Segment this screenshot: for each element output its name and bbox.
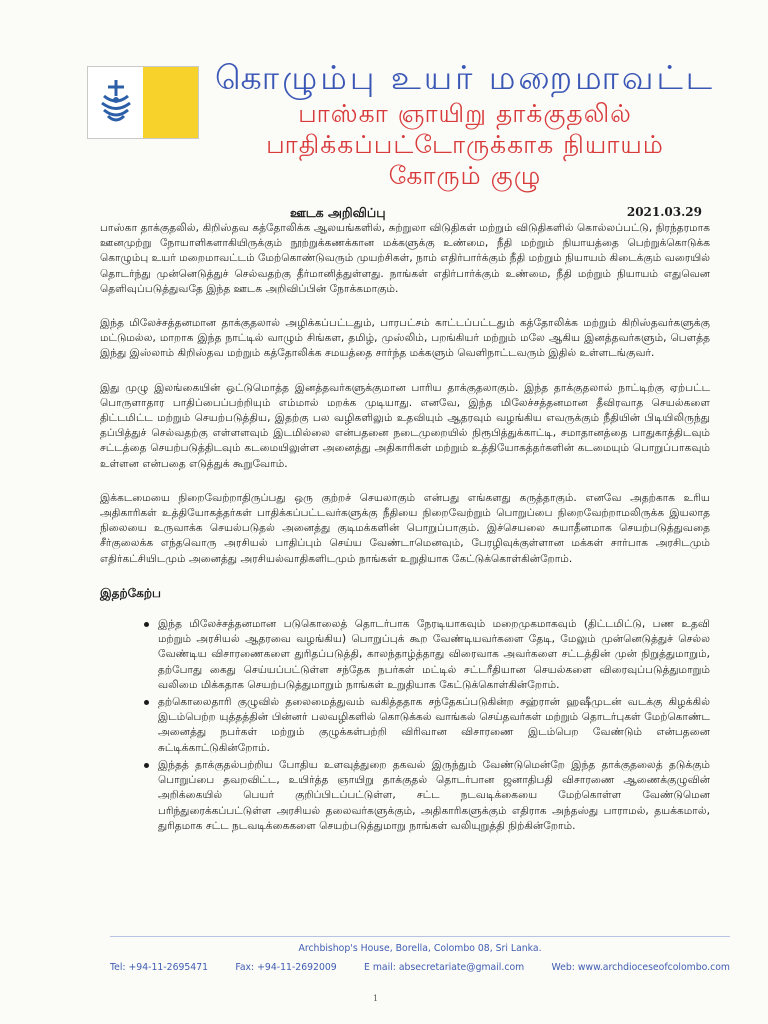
list-item bbox=[158, 695, 710, 756]
footer-email: E mail: absecretariate@gmail.com bbox=[364, 962, 525, 973]
archdiocese-emblem-icon bbox=[96, 78, 136, 128]
footer-website: Web: www.archdioceseofcolombo.com bbox=[551, 962, 730, 973]
footer-contacts bbox=[110, 962, 730, 973]
document-date: 2021.03.29 bbox=[626, 205, 702, 219]
document-title-block bbox=[200, 58, 730, 191]
footer-divider bbox=[110, 936, 730, 937]
list-item bbox=[158, 617, 710, 693]
page-number: 1 bbox=[373, 994, 379, 1003]
bullet-icon bbox=[144, 622, 149, 627]
list-item-text: தற்கொலைதாரி குழுவில் தலைமைத்துவம் வகித்ததாக சந்தேகப்படுகின்ற சஹ்ரான் ஹஷீமுடன் வடக்கு கிழக்கில் இடம்பெற்ற யுத்தத்தின் பின்னர் பலவழிகளில் கொடுக்கல் வாங்கல் செய்தவர்கள் மற்றும் தொடர்புகள் மேற்கொண்ட அனைத்து நபர்கள் மற்றும் குழுக்கள்பற்றி விரிவான விசாரணை இடம்பெற வேண்டும் என்பதனை சுட்டிக்காட்டுகின்றோம். bbox=[158, 696, 710, 754]
letterhead-footer bbox=[110, 936, 730, 973]
paragraph-4: இக்கடமையை நிறைவேற்றாதிருப்பது ஒரு குற்றச் செயலாகும் என்பது எங்களது கருத்தாகும். எனவே அதற்காக உரிய அதிகாரிகள் உத்தியோகத்தர்கள் பாதிக்கப்பட்டவர்களுக்கு நீதியை நிறைவேற்றும் பொறுப்பை நிறைவேற்றாமலிருக்க இயலாத நிலையை உருவாக்க செயல்படுதல் அனைத்து குடிமக்களின் பொறுப்பாகும். இச்செயலை சுயாதீனமாக செயற்படுத்துவதை சீர்குலைக்க எந்தவொரு அரசியல் பாதிப்பும் செய்ய வேண்டாமெனவும், பேரழிவுக்குள்ளான மக்கள் சார்பாக அரசிடமும் எதிர்கட்சியிடமும் அனைத்து அரசியல்வாதிகளிடமும் நாங்கள் உறுதியாக கேட்டுக்கொள்கின்றோம். bbox=[100, 491, 710, 565]
paragraph-3: இது முழு இலங்கையின் ஒட்டுமொத்த இனத்தவர்களுக்குமான பாரிய தாக்குதலாகும். இந்த தாக்குதலால் நாட்டிற்கு ஏற்பட்ட பொருளாதார பாதிப்பைப்பற்றியும் எம்மால் மறக்க முடியாது. எனவே, இந்த மிலேச்சத்தனமான தீவிரவாத செயல்களை திட்டமிட்ட மற்றும் செயற்படுத்திய, இதற்கு பல வழிகளிலும் உதவியும் ஆதரவும் வழங்கிய எவருக்கும் நீதியின் பிடியிலிருந்து தப்பித்துச் செல்வதற்கு எள்ளளவும் இடமில்லை என்பதனை நடைமுறையில் நிரூபித்துக்காட்டி, சமாதானத்தை பாதுகாத்திடவும் சட்டத்தை செயற்படுத்திடவும் கடமையிலுள்ள அனைத்து அதிகாரிகள் மற்றும் உத்தியோகத்தர்களின் கடமையும் பொறுப்பாகவும் உள்ளன என்பதை எடுத்துக் கூறுவோம். bbox=[100, 381, 710, 470]
section-subheading: இதற்கேற்ப bbox=[100, 585, 161, 600]
list-item bbox=[158, 758, 710, 834]
document-body bbox=[100, 221, 710, 836]
title-line-1: கொழும்பு உயர் மறைமாவட்ட bbox=[214, 58, 715, 97]
demands-list bbox=[100, 617, 710, 834]
bullet-icon bbox=[144, 700, 149, 705]
logo-emblem-panel bbox=[88, 67, 143, 138]
footer-fax: Fax: +94-11-2692009 bbox=[235, 962, 337, 973]
bullet-icon bbox=[144, 763, 149, 768]
title-line-3: பாதிக்கப்பட்டோருக்காக நியாயம் bbox=[266, 130, 664, 159]
footer-telephone: Tel: +94-11-2695471 bbox=[110, 962, 209, 973]
logo-yellow-panel bbox=[143, 67, 198, 138]
media-release-heading: ஊடக அறிவிப்பு bbox=[290, 205, 386, 220]
paragraph-2: இந்த மிலேச்சத்தனமான தாக்குதலால் அழிக்கப்பட்டதும், பாரபட்சம் காட்டப்பட்டதும் கத்தோலிக்க மற்றும் கிறிஸ்தவர்களுக்கு மட்டுமல்ல, மாறாக இந்த நாட்டில் வாழும் சிங்கள, தமிழ், முஸ்லிம், பறங்கியர் மற்றும் மலே ஆகிய இனத்தவர்களும், பௌத்த இந்து இஸ்லாம் கிறிஸ்தவ மற்றும் கத்தோலிக்க சமயத்தை சார்ந்த மக்களும் வெளிநாட்டவரும் இதில் உள்ளடங்குவர். bbox=[100, 317, 710, 360]
paragraph-1: பாஸ்கா தாக்குதலில், கிறிஸ்தவ கத்தோலிக்க ஆலயங்களில், சுற்றுலா விடுதிகள் மற்றும் விடுதிகளில் கொல்லப்பட்டு, நிரந்தரமாக ஊனமுற்று நோயாளிகளாகியிருக்கும் நூற்றுக்கணக்கான மக்களுக்கு உண்மை, நீதி மற்றும் நியாயத்தை பெற்றுக்கொடுக்க கொழும்பு உயர் மறைமாவட்டம் மேற்கொண்டுவரும் முயற்சிகள், நாம் எதிர்பார்க்கும் நீதி மற்றும் நியாயம் கிடைக்கும் வரையில் தொடர்ந்து முன்னெடுத்துச் செல்வதற்கு தீர்மானித்துள்ளது. நாங்கள் எதிர்பார்க்கும் உண்மை, நீதி மற்றும் நியாயம் எதுவென தெளிவுப்படுத்துவதே இந்த ஊடக அறிவிப்பின் நோக்கமாகும். bbox=[100, 222, 710, 295]
title-line-2: பாஸ்கா ஞாயிறு தாக்குதலில் bbox=[298, 99, 632, 128]
list-item-text: இந்த மிலேச்சத்தனமான படுகொலைத் தொடர்பாக நேரடியாகவும் மறைமுகமாகவும் (திட்டமிட்டு, பண உதவி மற்றும் அரசியல் ஆதரவை வழங்கிய) பொறுப்புக் கூற வேண்டியவர்களை தேடி, மேலும் முன்னெடுத்துச் செல்ல வேண்டிய விசாரணைகளை துரிதப்படுத்தி, காலந்தாழ்த்தாது விரைவாக அவர்களை சட்டத்தின் முன் நிறுத்துமாறும், தற்போது கைது செய்யப்பட்டுள்ள சந்தேக நபர்கள் மட்டில் சட்டரீதியான செயல்களை விரைவுப்படுத்துமாறும் வலிமை மிக்கதாக செயற்படுத்துமாறும் நாங்கள் உறுதியாக கேட்டுக்கொள்கின்றோம். bbox=[158, 618, 710, 691]
list-item-text: இந்தத் தாக்குதல்பற்றிய போதிய உளவுத்துறை தகவல் இருந்தும் வேண்டுமென்றே இந்த தாக்குதலைத் தடுக்கும் பொறுப்பை தவறவிட்ட, உயிர்த்த ஞாயிறு தாக்குதல் தொடர்பான ஜனாதிபதி விசாரணை ஆணைக்குழுவின் அறிக்கையில் பெயர் குறிப்பிடப்பட்டுள்ள, சட்ட நடவடிக்கையை மேற்கொள்ள வேண்டுமென பரிந்துரைக்கப்பட்டுள்ள அரசியல் தலைவர்களுக்கும், அதிகாரிகளுக்கும் எதிராக அந்தஸ்து பாராமல், தயக்கமால், துரிதமாக சட்ட நடவடிக்கைகளை செயற்படுத்துமாறு நாங்கள் வலியுறுத்தி நிற்கின்றோம். bbox=[158, 758, 710, 832]
footer-address: Archbishop's House, Borella, Colombo 08, Sri Lanka. bbox=[298, 943, 542, 954]
title-line-4: கோரும் குழு bbox=[388, 161, 542, 190]
archdiocese-logo bbox=[87, 66, 199, 139]
